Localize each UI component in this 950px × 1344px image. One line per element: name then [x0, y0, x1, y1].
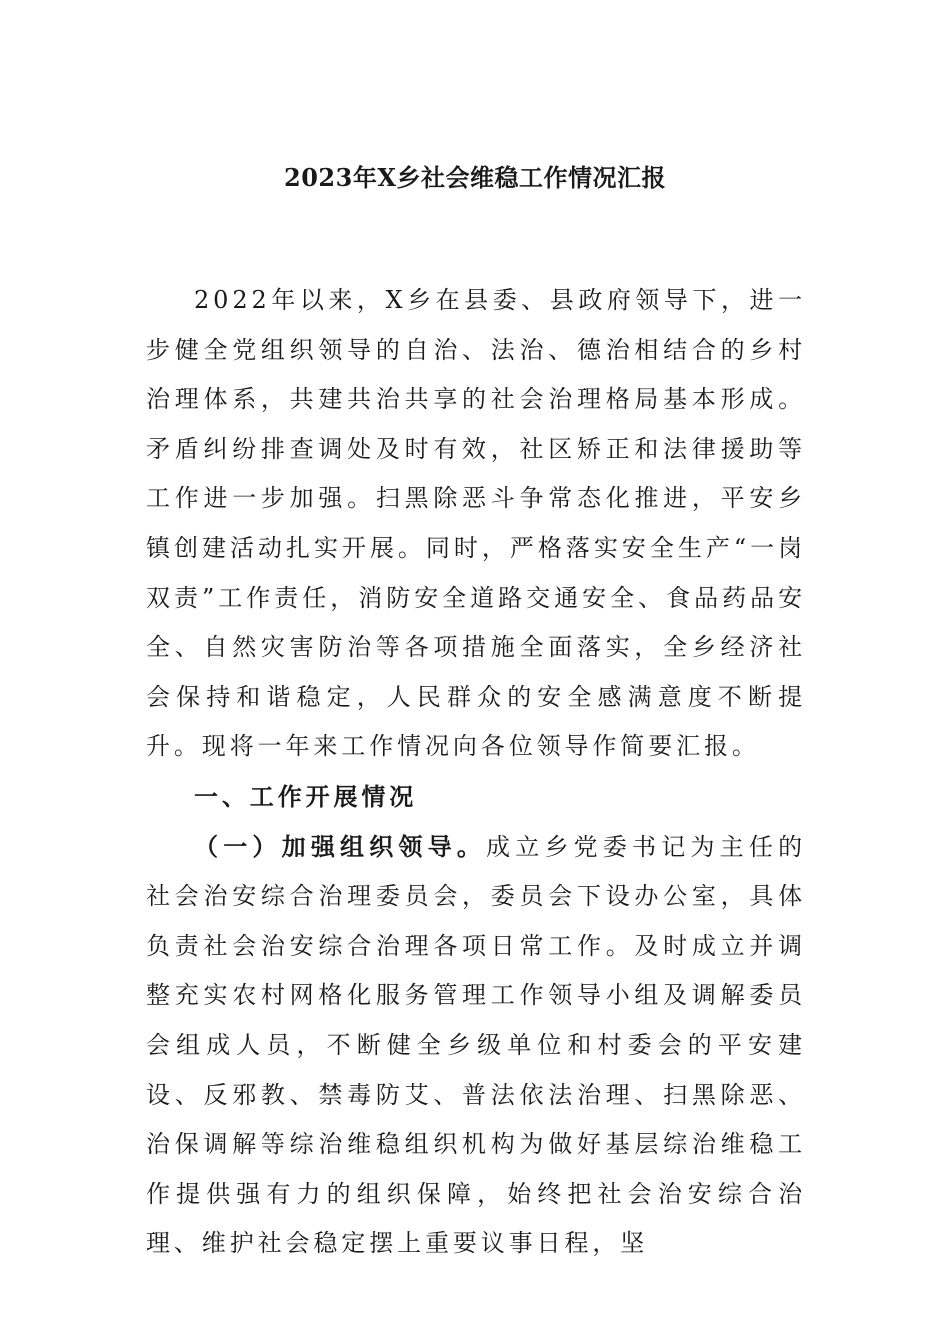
subsection-paragraph: [146, 822, 806, 1269]
intro-paragraph: 2022年以来，X乡在县委、县政府领导下，进一步健全党组织领导的自治、法治、德治相结合的乡村治理体系，共建共治共享的社会治理格局基本形成。矛盾纠纷排查调处及时有效，社区矫正和法律援助等工作进一步加强。扫黑除恶斗争常态化推进，平安乡镇创建活动扎实开展。同时，严格落实安全生产“一岗双责”工作责任，消防安全道路交通安全、食品药品安全、自然灾害防治等各项措施全面落实，全乡经济社会保持和谐稳定，人民群众的安全感满意度不断提升。现将一年来工作情况向各位领导作简要汇报。: [146, 286, 806, 761]
subsection-heading: （一）加强组织领导。: [194, 831, 487, 861]
document-title: 2023年X乡社会维稳工作情况汇报: [284, 163, 666, 192]
document-body: [146, 276, 806, 1269]
subsection-body: 成立乡党委书记为主任的社会治安综合治理委员会，委员会下设办公室，具体负责社会治安综合治理各项日常工作。及时成立并调整充实农村网格化服务管理工作领导小组及调解委员会组成人员，不断健全乡级单位和村委会的平安建设、反邪教、禁毒防艾、普法依法治理、扫黑除恶、治保调解等综治维稳组织机构为做好基层综治维稳工作提供强有力的组织保障，始终把社会治安综合治理、维护社会稳定摆上重要议事日程，坚: [146, 832, 806, 1258]
section-heading: 一、工作开展情况: [194, 781, 418, 811]
